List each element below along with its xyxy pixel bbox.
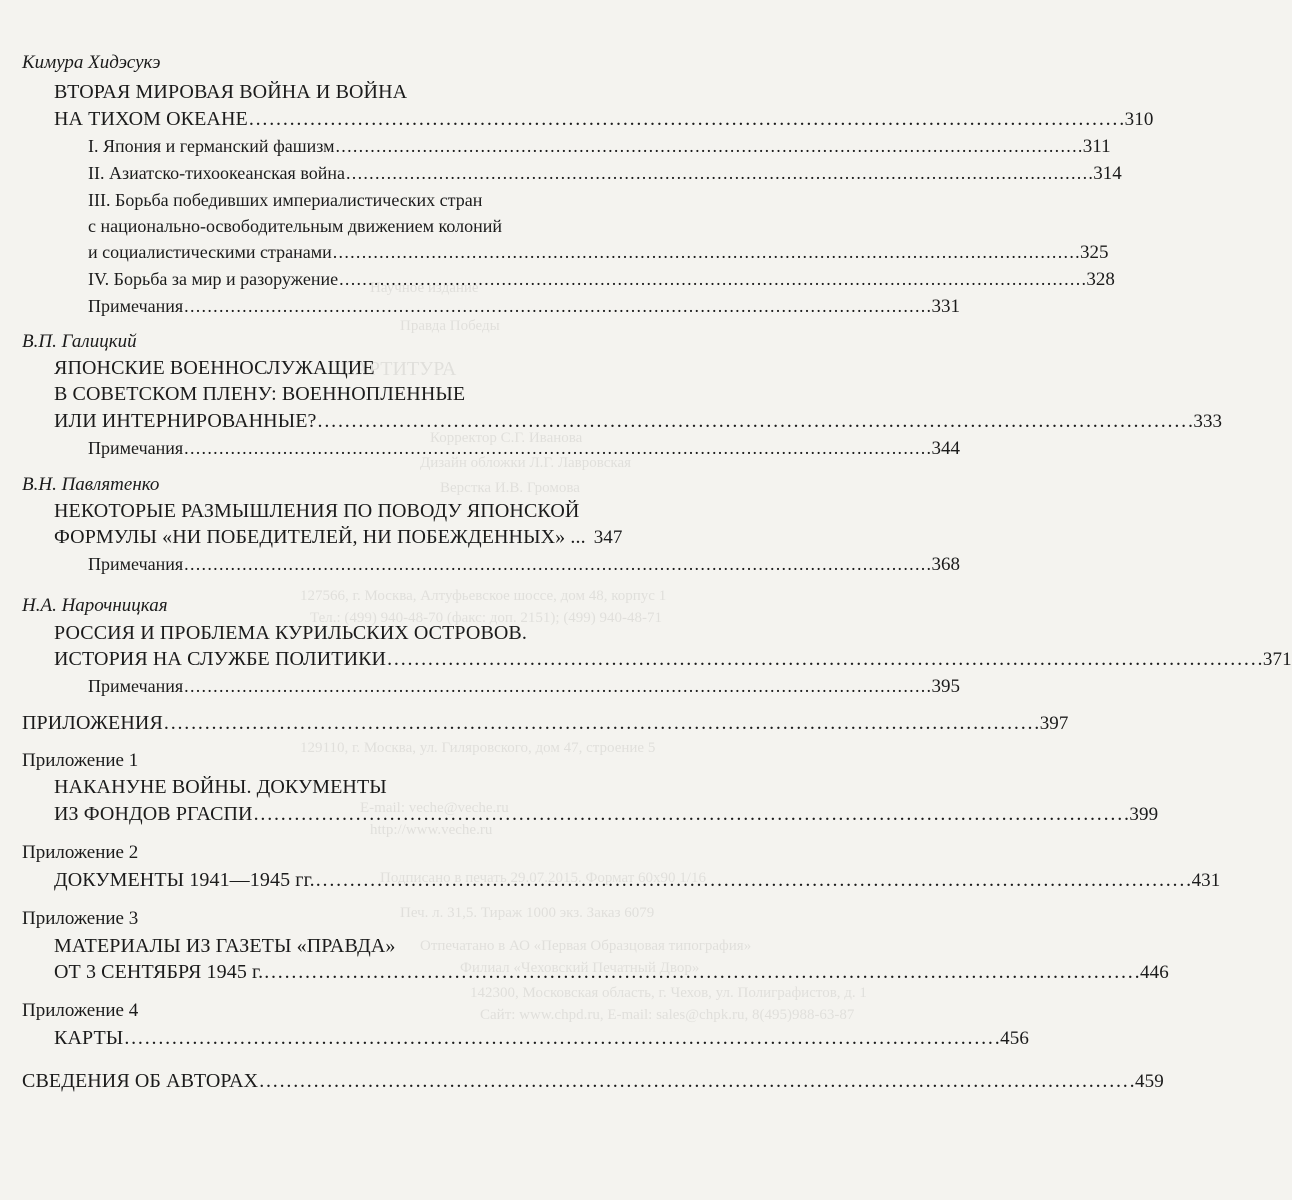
show-through-text: E-mail: veche@veche.ru xyxy=(360,800,509,816)
show-through-text: Отпечатано в АО «Первая Образцовая типография» xyxy=(420,938,752,954)
page-number: 459 xyxy=(1135,1071,1164,1092)
show-through-text: Печ. л. 31,5. Тираж 1000 экз. Заказ 6079 xyxy=(400,905,655,921)
page-number: 397 xyxy=(1039,713,1069,734)
article-title-line: ЯПОНСКИЕ ВОЕННОСЛУЖАЩИЕ xyxy=(54,357,375,379)
toc-entry-authors[interactable] xyxy=(22,1069,1164,1094)
dot-leader xyxy=(346,161,1091,185)
appendix-title-line: КАРТЫ xyxy=(54,1027,124,1049)
subsection-title: и социалистическими странами xyxy=(88,242,332,262)
show-through-text: Тел.: (499) 940-48-70 (факс: доп. 2151); (499) 940-48-71 xyxy=(310,610,663,626)
subsection-title: I. Япония и германский фашизм xyxy=(88,136,335,156)
dot-leader xyxy=(333,240,1078,264)
page-number: 399 xyxy=(1129,804,1159,825)
dot-leader xyxy=(184,294,929,318)
dot-leader xyxy=(249,107,1123,131)
subsection-title: III. Борьба победивших империалистических стран xyxy=(88,190,483,210)
dot-leader xyxy=(184,552,929,576)
toc-entry[interactable] xyxy=(54,802,1159,827)
dot-leader xyxy=(335,134,1080,158)
authors-info-heading: СВЕДЕНИЯ ОБ АВТОРАХ xyxy=(22,1070,259,1092)
page-number: 331 xyxy=(931,296,960,317)
dot-leader xyxy=(316,868,1190,892)
page-number: 344 xyxy=(931,438,960,459)
appendix-label: Приложение 3 xyxy=(22,908,139,929)
page-number: 311 xyxy=(1082,136,1111,157)
toc-entry[interactable] xyxy=(54,409,1223,434)
toc-entry[interactable] xyxy=(88,552,960,577)
page-number: 456 xyxy=(1000,1028,1029,1049)
page-number: 368 xyxy=(931,554,960,575)
show-through-text: ПАРТИТУРА xyxy=(340,358,457,380)
dot-leader xyxy=(184,436,929,460)
dot-leader xyxy=(318,409,1192,433)
notes-label: Примечания xyxy=(88,676,184,696)
page-number: 325 xyxy=(1080,242,1109,263)
article-title-line: ФОРМУЛЫ «НИ ПОБЕДИТЕЛЕЙ, НИ ПОБЕЖДЕННЫХ» ... xyxy=(54,526,586,548)
toc-entry-appendices[interactable] xyxy=(22,711,1069,736)
appendices-heading: ПРИЛОЖЕНИЯ xyxy=(22,712,163,734)
toc-entry[interactable] xyxy=(88,294,960,319)
toc-entry[interactable] xyxy=(54,868,1221,893)
toc-entry[interactable] xyxy=(88,240,1109,265)
appendix-title-line: НАКАНУНЕ ВОЙНЫ. ДОКУМЕНТЫ xyxy=(54,776,387,798)
toc-entry[interactable] xyxy=(54,647,1292,672)
appendix-title-line: ОТ 3 СЕНТЯБРЯ 1945 г. xyxy=(54,961,264,983)
show-through-text: http://www.veche.ru xyxy=(370,822,493,838)
article-title-line: ВТОРАЯ МИРОВАЯ ВОЙНА И ВОЙНА xyxy=(54,81,408,103)
article-title-line: ИСТОРИЯ НА СЛУЖБЕ ПОЛИТИКИ xyxy=(54,648,387,670)
dot-leader xyxy=(184,674,929,698)
toc-entry[interactable] xyxy=(88,674,960,699)
show-through-text: Научное издание xyxy=(370,280,479,296)
notes-label: Примечания xyxy=(88,296,184,316)
toc-entry[interactable] xyxy=(54,525,685,550)
article-title-line: НЕКОТОРЫЕ РАЗМЫШЛЕНИЯ ПО ПОВОДУ ЯПОНСКОЙ xyxy=(54,500,580,522)
article-title-line: РОССИЯ И ПРОБЛЕМА КУРИЛЬСКИХ ОСТРОВОВ. xyxy=(54,622,527,644)
show-through-text: 142300, Московская область, г. Чехов, ул. Полиграфистов, д. 1 xyxy=(470,985,867,1001)
page-number: 314 xyxy=(1093,163,1122,184)
dot-leader xyxy=(259,1069,1133,1093)
page-number: 328 xyxy=(1086,269,1115,290)
article-title-line: В СОВЕТСКОМ ПЛЕНУ: ВОЕННОПЛЕННЫЕ xyxy=(54,383,466,405)
dot-leader xyxy=(254,802,1128,826)
page-number: 446 xyxy=(1140,962,1169,983)
show-through-text: 129110, г. Москва, ул. Гиляровского, дом 47, строение 5 xyxy=(300,740,656,756)
author-name: В.Н. Павлятенко xyxy=(22,474,160,495)
dot-leader xyxy=(164,711,1038,735)
toc-entry[interactable] xyxy=(88,267,1115,292)
subsection-title: II. Азиатско-тихоокеанская война xyxy=(88,163,345,183)
page-number: 347 xyxy=(593,527,623,548)
notes-label: Примечания xyxy=(88,554,184,574)
dot-leader xyxy=(339,267,1084,291)
subsection-title: с национально-освободительным движением колоний xyxy=(88,216,502,236)
show-through-text: Сайт: www.chpd.ru, E-mail: sales@chpk.ru, 8(495)988-63-87 xyxy=(480,1007,855,1023)
appendix-label: Приложение 4 xyxy=(22,1000,139,1021)
toc-entry[interactable] xyxy=(54,1026,1029,1051)
dot-leader xyxy=(124,1026,998,1050)
show-through-text: 127566, г. Москва, Алтуфьевское шоссе, дом 48, корпус 1 xyxy=(300,588,667,604)
show-through-text: Правда Победы xyxy=(400,318,500,334)
show-through-text: Корректор С.Г. Иванова xyxy=(430,430,583,446)
author-name: Н.А. Нарочницкая xyxy=(22,595,168,616)
toc-entry[interactable] xyxy=(88,161,1122,186)
show-through-text: Подписано в печать 29.07.2015. Формат 60x90 1/16 xyxy=(380,870,706,886)
toc-entry[interactable] xyxy=(88,134,1111,159)
page-number: 333 xyxy=(1193,411,1223,432)
page-number: 395 xyxy=(931,676,960,697)
subsection-title: IV. Борьба за мир и разоружение xyxy=(88,269,339,289)
page-number: 431 xyxy=(1191,870,1221,891)
article-title-line: ИЛИ ИНТЕРНИРОВАННЫЕ? xyxy=(54,410,317,432)
notes-label: Примечания xyxy=(88,438,184,458)
show-through-text: Филиал «Чеховский Печатный Двор» xyxy=(460,960,700,976)
author-name: В.П. Галицкий xyxy=(22,331,137,352)
page-number: 310 xyxy=(1124,109,1154,130)
article-title-line: НА ТИХОМ ОКЕАНЕ xyxy=(54,108,248,130)
appendix-title-line: ИЗ ФОНДОВ РГАСПИ xyxy=(54,803,253,825)
toc-entry[interactable] xyxy=(88,436,960,461)
appendix-title-line: ДОКУМЕНТЫ 1941—1945 гг. xyxy=(54,869,315,891)
author-name: Кимура Хидэсукэ xyxy=(22,52,161,73)
appendix-label: Приложение 1 xyxy=(22,750,139,771)
page-number: 371 xyxy=(1262,649,1292,670)
dot-leader xyxy=(387,647,1261,671)
show-through-text: Верстка И.В. Громова xyxy=(440,480,580,496)
dot-leader xyxy=(264,960,1138,984)
appendix-title-line: МАТЕРИАЛЫ ИЗ ГАЗЕТЫ «ПРАВДА» xyxy=(54,935,396,957)
appendix-label: Приложение 2 xyxy=(22,842,139,863)
show-through-text: Дизайн обложки Л.Г. Лавровская xyxy=(420,455,632,471)
toc-entry[interactable] xyxy=(54,107,1154,132)
toc-entry[interactable] xyxy=(54,960,1169,985)
